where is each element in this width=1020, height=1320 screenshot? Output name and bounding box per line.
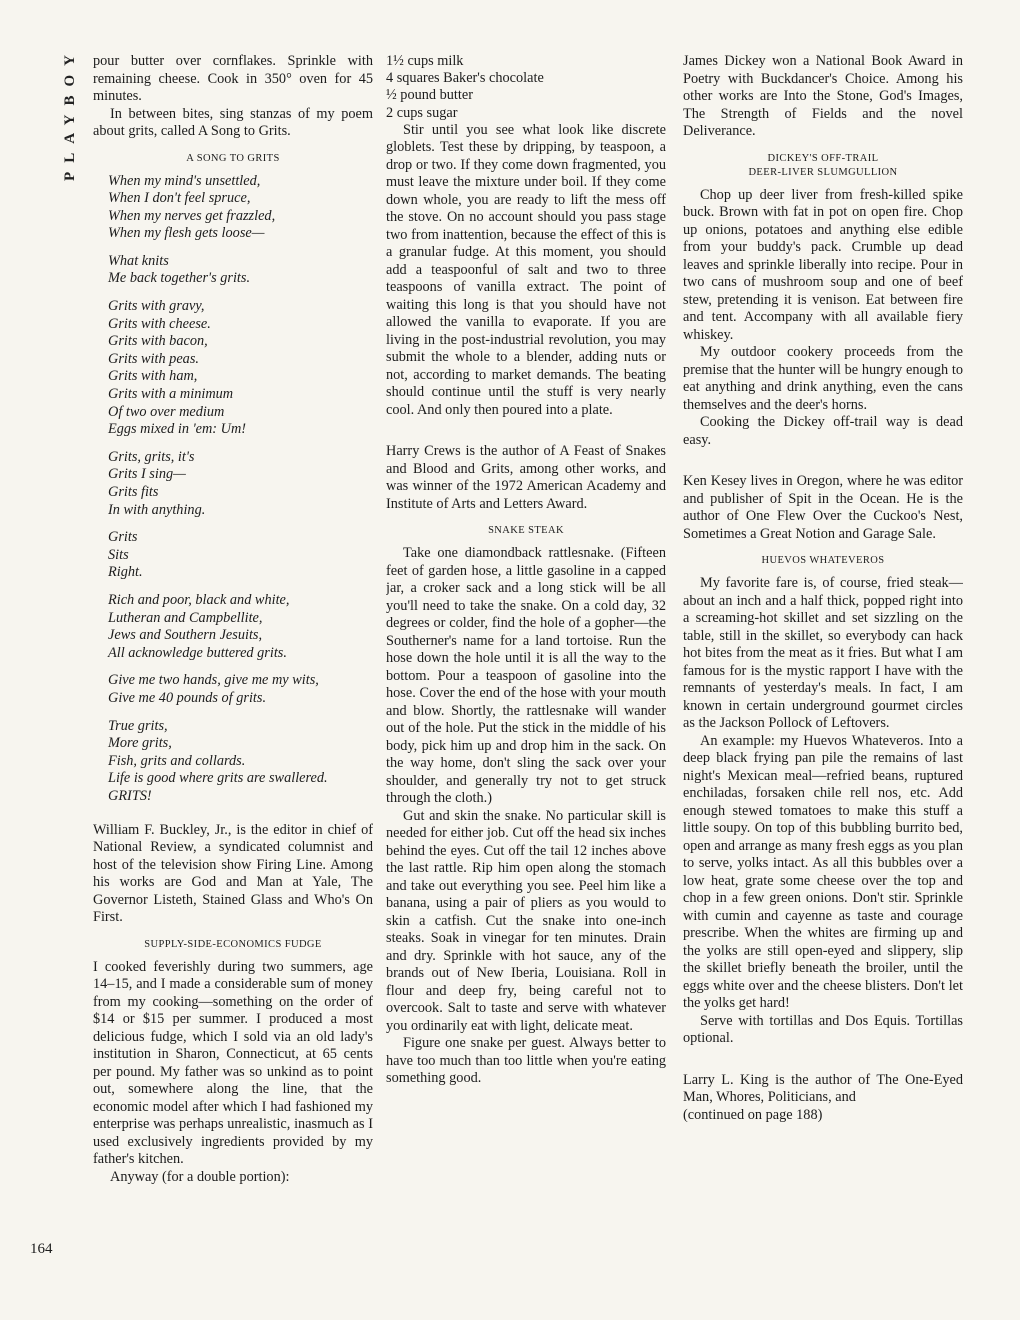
poem-title: A SONG TO GRITS: [186, 152, 280, 164]
poem-line: More grits,: [108, 735, 172, 752]
poem: [108, 173, 373, 806]
author-bio: William F. Buckley, Jr., is the editor in chief of National Review, a syndicated columnist and host of the television show Firing Line. Among his works are God and Man at Yale, The Governor Listeth, Stained Glass and Who's On First.: [93, 821, 373, 925]
column-right: [683, 53, 963, 1298]
paragraph: Serve with tortillas and Dos Equis. Tortillas optional.: [683, 1012, 963, 1046]
ingredient: 4 squares Baker's chocolate: [386, 70, 544, 87]
poem-line: When my flesh gets loose—: [108, 225, 265, 242]
paragraph: Chop up deer liver from fresh-killed spike buck. Brown with fat in pot on open fire. Chop up onions, potatoes and anything else edible from your buddy's pack. Crumble up dead leaves and sprinkle liberally into recipe. Pour in two cans of mushroom soup and one of beef stew, pretending it is venison. Eat between fire and tent. Accompany with all available fiery whiskey.: [683, 186, 963, 343]
recipe-title: SNAKE STEAK: [488, 525, 564, 537]
author-bio: Ken Kesey lives in Oregon, where he was editor and publisher of Spit in the Ocean. He is the author of One Flew Over the Cuckoo's Nest, Sometimes a Great Notion and Garage Sale.: [683, 473, 963, 542]
poem-line: Grits with ham,: [108, 368, 198, 385]
poem-line: When I don't feel spruce,: [108, 190, 251, 207]
recipe-title-line: DICKEY'S OFF-TRAIL: [767, 152, 879, 164]
poem-line: Give me two hands, give me my wits,: [108, 672, 319, 689]
poem-line: What knits: [108, 252, 169, 269]
paragraph: My outdoor cookery proceeds from the premise that the hunter will be hungry enough to eat anything and drink anything, even the cans themselves and the deer's horns.: [683, 344, 963, 413]
ingredient: ½ pound butter: [386, 87, 473, 104]
poem-line: True grits,: [108, 717, 168, 734]
poem-line: Grits with cheese.: [108, 315, 211, 332]
column-middle: [386, 53, 666, 1298]
paragraph: Cooking the Dickey off-trail way is dead easy.: [683, 414, 963, 448]
poem-line: Right.: [108, 564, 143, 581]
poem-line: Sits: [108, 546, 129, 563]
poem-line: Grits with gravy,: [108, 298, 205, 315]
poem-line: Grits with a minimum: [108, 386, 234, 403]
paragraph: An example: my Huevos Whateveros. Into a deep black frying pan pile the remains of last night's Mexican meal—refried beans, ruptured enchiladas, forsaken chile rell nos, etc. Add enough stewed tomatoes to make this stuff a little soupy. On top of this bubbling burrito bed, open and arrange as many fresh eggs as you plan to serve, yolks intact. As all this bubbles over a low heat, grate some cheese over the top and chop in a few green onions. Don't stir. Sprinkle with cumin and cayenne as taste and courage prescribe. When the whites are firming up and the yolks are still open-eyed and slippery, slip the skillet briefly beneath the broiler, until the eggs white over and the cheese blisters. Don't let the yolks get hard!: [683, 732, 963, 1011]
poem-line: Of two over medium: [108, 403, 225, 420]
ingredient: 1½ cups milk: [386, 53, 464, 69]
paragraph: Stir until you see what look like discrete globlets. Test these by dripping, by teaspoon, a drop or two. If they come down fragmented, you must leave the mixture under boil. If they come down whole, you are ready to lift the mess off the stove. On no account should you pass stage two from inattention, because the effect of this is a granular fudge. At this moment, you should add a teaspoonful of salt and two to three teaspoons of vanilla extract. The point of waiting this long is that you should have not allowed the vanilla to evaporate. If you are living in the post-industrial revolution, you may submit the whole to a blender, adding nuts or not, according to market demands. The beating should continue until the stuff is very nearly cool. And only then poured into a plate.: [386, 121, 666, 418]
author-bio: James Dickey won a National Book Award in Poetry with Buckdancer's Choice. Among his other works are Into the Stone, God's Images, The Strength of Fields and the novel Deliverance.: [683, 53, 963, 139]
continued-line: (continued on page 188): [683, 1106, 823, 1123]
poem-line: Grits: [108, 529, 138, 546]
poem-line: Jews and Southern Jesuits,: [108, 627, 263, 644]
paragraph: Take one diamondback rattlesnake. (Fifteen feet of garden hose, a little gasoline in a capped jar, a croker sack and a long stick will be all you'll need to take the snake. On a cold day, 32 degrees or colder, find the hole of a gopher—the Southerner's name for a land tortoise. Run the hose down the hole until it is all the way to the bottom. Pour a teaspoon of gasoline into the hose. Cover the end of the hose with your mouth and blow. Shortly, the rattlesnake will wander out of the hole. Put the stick in the middle of his body, pick him up and drop him in the sack. On the way home, don't sling the sack over your shoulder, and generally try not to get struck through the cloth.): [386, 545, 666, 807]
magazine-masthead: PLAYBOY: [62, 46, 78, 181]
recipe-title-line: DEER-LIVER SLUMGULLION: [748, 166, 898, 178]
page-number: 164: [30, 1241, 53, 1257]
poem-stanza: [108, 529, 373, 582]
poem-stanza: [108, 298, 373, 439]
paragraph: Gut and skin the snake. No particular skill is needed for either job. Cut off the head six inches behind the eyes. Cut off the tail 12 inches above the last rattle. Rip him open along the stomach and take out everything you see. Peel him like a banana, using a pair of pliers as you would to skin a catfish. Cut the snake into one-inch steaks. Soak in vinegar for ten minutes. Drain and dry. Sprinkle with hot sauce, any of the brands out of New Iberia, Louisiana. Roll in flour and deep fry, being careful not to overcook. Salt to taste and serve with whatever you ordinarily eat with light, delicate meat.: [386, 807, 666, 1034]
paragraph: Figure one snake per guest. Always better to have too much than too little when you're eating something good.: [386, 1035, 666, 1087]
column-left: [93, 53, 373, 1298]
poem-stanza: [108, 592, 373, 662]
recipe-title: HUEVOS WHATEVEROS: [761, 555, 885, 566]
poem-line: Give me 40 pounds of grits.: [108, 689, 267, 706]
paragraph: Anyway (for a double portion):: [110, 1168, 290, 1185]
author-bio: Larry L. King is the author of The One-Eyed Man, Whores, Politicians, and: [683, 1071, 963, 1105]
poem-stanza: [108, 672, 373, 707]
author-bio: Harry Crews is the author of A Feast of Snakes and Blood and Grits, among other works, and was winner of the 1972 American Academy and Institute of Arts and Letters Award.: [386, 443, 666, 512]
poem-line: Grits, grits, it's: [108, 448, 195, 465]
poem-line: All acknowledge buttered grits.: [108, 644, 287, 661]
poem-line: Grits with bacon,: [108, 333, 208, 350]
poem-line: Grits with peas.: [108, 350, 199, 367]
paragraph: pour butter over cornflakes. Sprinkle with remaining cheese. Cook in 350° oven for 45 minutes.: [93, 53, 373, 104]
poem-line: Rich and poor, black and white,: [108, 591, 290, 608]
ingredient: 2 cups sugar: [386, 104, 458, 121]
poem-line: Grits I sing—: [108, 466, 186, 483]
recipe-title: [683, 152, 963, 180]
poem-line: Grits fits: [108, 484, 159, 500]
ingredient-list: [386, 53, 666, 122]
poem-line: Me back together's grits.: [108, 270, 251, 287]
poem-line: When my nerves get frazzled,: [108, 207, 276, 224]
paragraph: My favorite fare is, of course, fried steak—about an inch and a half thick, popped right into a screaming-hot skillet and set sizzling on the table, still in the skillet, so everybody can hack hot bites from the meat as it fries. But what I am famous for is the mystic rapport I have with the remnants of yesterday's meals. In fact, I am known in certain underground gourmet circles as the Jackson Pollock of Leftovers.: [683, 575, 963, 731]
poem-stanza: [108, 173, 373, 243]
paragraph: In between bites, sing stanzas of my poem about grits, called A Song to Grits.: [93, 105, 373, 139]
poem-line: Eggs mixed in 'em: Um!: [108, 421, 247, 438]
poem-line: When my mind's unsettled,: [108, 172, 261, 189]
poem-stanza: [108, 449, 373, 519]
poem-line: Life is good where grits are swallered.: [108, 770, 328, 787]
paragraph: I cooked feverishly during two summers, age 14–15, and I made a considerable sum of money from my cooking—something on the order of $14 or $15 per summer. I produced a most delicious fudge, which I sold via an old lady's institution in Sharon, Connecticut, at 65 cents per pound. My father was so unkind as to point out, somewhere along the line, that the economic model after which I had fashioned my enterprise was perhaps unrealistic, inasmuch as I used exclusively ingredients provided by my father's kitchen.: [93, 958, 373, 1167]
poem-stanza: [108, 253, 373, 288]
recipe-title: SUPPLY-SIDE-ECONOMICS FUDGE: [144, 938, 322, 950]
poem-line: Fish, grits and collards.: [108, 752, 246, 769]
poem-line: In with anything.: [108, 501, 206, 518]
poem-line: Lutheran and Campbellite,: [108, 609, 263, 626]
poem-line: GRITS!: [108, 787, 152, 804]
poem-stanza: [108, 718, 373, 806]
